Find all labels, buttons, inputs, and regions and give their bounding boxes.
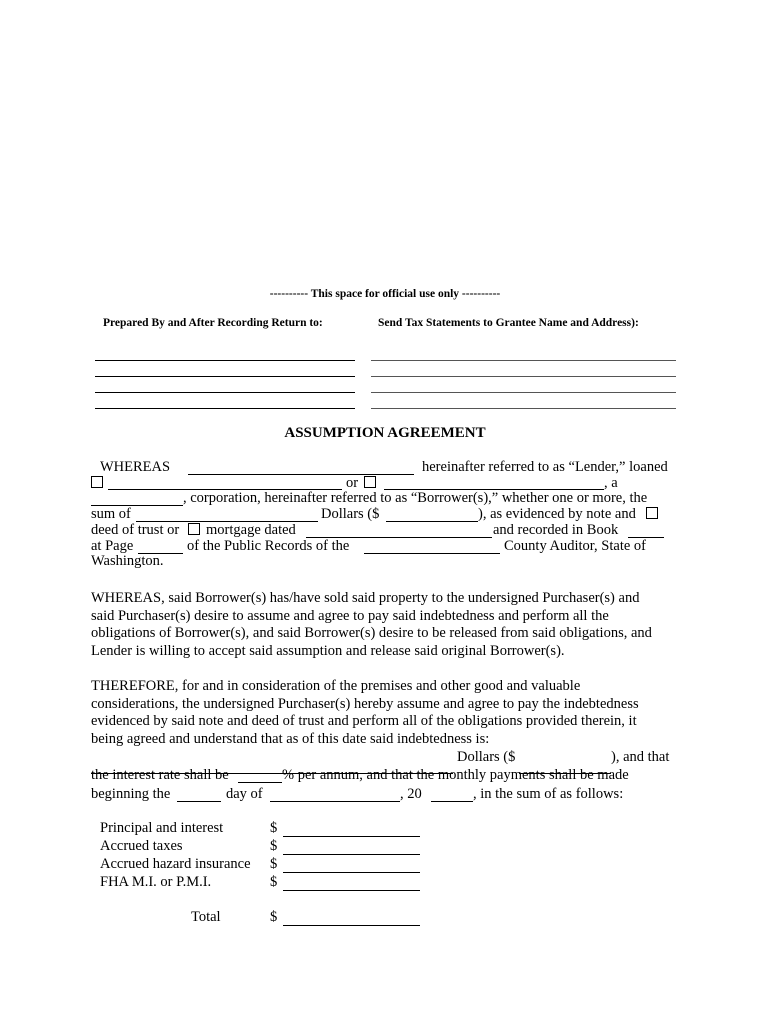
corporation-checkbox[interactable]: [364, 476, 376, 488]
and-that-text: ), and that: [611, 749, 670, 765]
send-tax-statements-label: Send Tax Statements to Grantee Name and Address):: [378, 317, 639, 329]
currency-symbol: $: [270, 838, 278, 854]
therefore-paragraph: [91, 678, 681, 748]
grantee-address-line[interactable]: [371, 408, 676, 409]
paragraph-line: being agreed and understand that as of this date said indebtedness is:: [91, 730, 490, 747]
sum-of-text: sum of: [91, 506, 131, 522]
beginning-month-field[interactable]: [270, 789, 400, 802]
official-use-banner: ---------- This space for official use only ----------: [269, 288, 501, 300]
paragraph-line: THEREFORE, for and in consideration of the premises and other good and valuable: [91, 678, 581, 694]
state-field[interactable]: [91, 493, 183, 506]
whereas-line-1: [100, 459, 170, 475]
currency-symbol: $: [270, 874, 278, 890]
accrued-hazard-insurance-label: Accrued hazard insurance: [100, 856, 251, 872]
county-auditor-text: County Auditor, State of: [504, 538, 646, 554]
currency-symbol: $: [270, 909, 278, 925]
principal-interest-amount-field[interactable]: [283, 836, 420, 837]
fha-mi-pmi-amount-field[interactable]: [283, 890, 420, 891]
individual-checkbox[interactable]: [91, 476, 103, 488]
beginning-day-field[interactable]: [177, 789, 221, 802]
document-title: ASSUMPTION AGREEMENT: [284, 425, 486, 441]
mortgage-checkbox[interactable]: [188, 523, 200, 535]
currency-symbol: $: [270, 820, 278, 836]
sum-amount-field[interactable]: [386, 509, 478, 522]
whereas-label: WHEREAS: [100, 459, 171, 475]
accrued-taxes-amount-field[interactable]: [283, 854, 420, 855]
hazard-insurance-amount-field[interactable]: [283, 872, 420, 873]
lender-text: hereinafter referred to as “Lender,” loaned: [422, 459, 668, 475]
interest-rate-text: the interest rate shall be: [91, 767, 229, 783]
paragraph-line: said Purchaser(s) desire to assume and agree to pay said indebtedness and perform all the: [91, 607, 609, 624]
county-field[interactable]: [364, 541, 500, 554]
corporation-name-field[interactable]: [384, 477, 604, 490]
paragraph-line: Lender is willing to accept said assumption and release said original Borrower(s).: [91, 642, 565, 659]
whereas-paragraph-2: [91, 590, 681, 660]
beginning-year-field[interactable]: [431, 789, 473, 802]
interest-rate-field[interactable]: [238, 770, 282, 783]
prepared-by-label: Prepared By and After Recording Return to:: [103, 317, 323, 329]
borrower-name-field[interactable]: [108, 477, 342, 490]
corporation-text: , corporation, hereinafter referred to as “Borrower(s),” whether one or more, the: [183, 490, 648, 506]
total-label: Total: [191, 909, 221, 925]
paragraph-line: WHEREAS, said Borrower(s) has/have sold said property to the undersigned Purchaser(s) and: [91, 590, 640, 606]
fha-mi-pmi-label: FHA M.I. or P.M.I.: [100, 874, 212, 890]
washington-text: Washington.: [91, 553, 164, 569]
day-of-text: day of: [226, 786, 263, 802]
a-text: , a: [604, 475, 618, 491]
book-field[interactable]: [628, 525, 664, 538]
grantee-address-line[interactable]: [371, 392, 676, 393]
paragraph-line: obligations of Borrower(s), and said Borrower(s) desire to be released from said obligations, and: [91, 625, 652, 641]
return-to-line[interactable]: [95, 408, 355, 409]
paragraph-line: evidenced by said note and deed of trust and perform all of the obligations provided therein, it: [91, 713, 637, 729]
dollars-text-2: Dollars ($: [457, 749, 516, 765]
or-text: or: [346, 475, 359, 491]
grantee-address-line[interactable]: [371, 360, 676, 361]
grantee-address-line[interactable]: [371, 376, 676, 377]
currency-symbol: $: [270, 856, 278, 872]
mortgage-date-field[interactable]: [306, 525, 492, 538]
mortgage-dated-text: mortgage dated: [206, 522, 296, 538]
return-to-line[interactable]: [95, 392, 355, 393]
accrued-taxes-label: Accrued taxes: [100, 838, 183, 854]
principal-interest-label: Principal and interest: [100, 820, 224, 836]
per-annum-text: % per annum, and that the monthly payments shall be made: [282, 767, 629, 783]
dollars-text: Dollars ($: [321, 506, 380, 522]
sum-words-field[interactable]: [136, 509, 318, 522]
lender-name-field[interactable]: [188, 462, 414, 475]
sum-as-follows-text: , in the sum of as follows:: [473, 786, 624, 802]
year-prefix-text: , 20: [400, 786, 422, 802]
evidenced-text: ), as evidenced by note and: [478, 506, 636, 522]
paragraph-line: considerations, the undersigned Purchaser(s) hereby assume and agree to pay the indebtedness: [91, 695, 639, 712]
public-records-text: of the Public Records of the: [187, 538, 350, 554]
deed-of-trust-text: deed of trust or: [91, 522, 180, 538]
at-page-text: at Page: [91, 538, 134, 554]
return-to-line[interactable]: [95, 376, 355, 377]
deed-of-trust-checkbox[interactable]: [646, 507, 658, 519]
return-to-line[interactable]: [95, 360, 355, 361]
recorded-in-book-text: and recorded in Book: [493, 522, 619, 538]
beginning-text: beginning the: [91, 786, 171, 802]
total-amount-field[interactable]: [283, 925, 420, 926]
